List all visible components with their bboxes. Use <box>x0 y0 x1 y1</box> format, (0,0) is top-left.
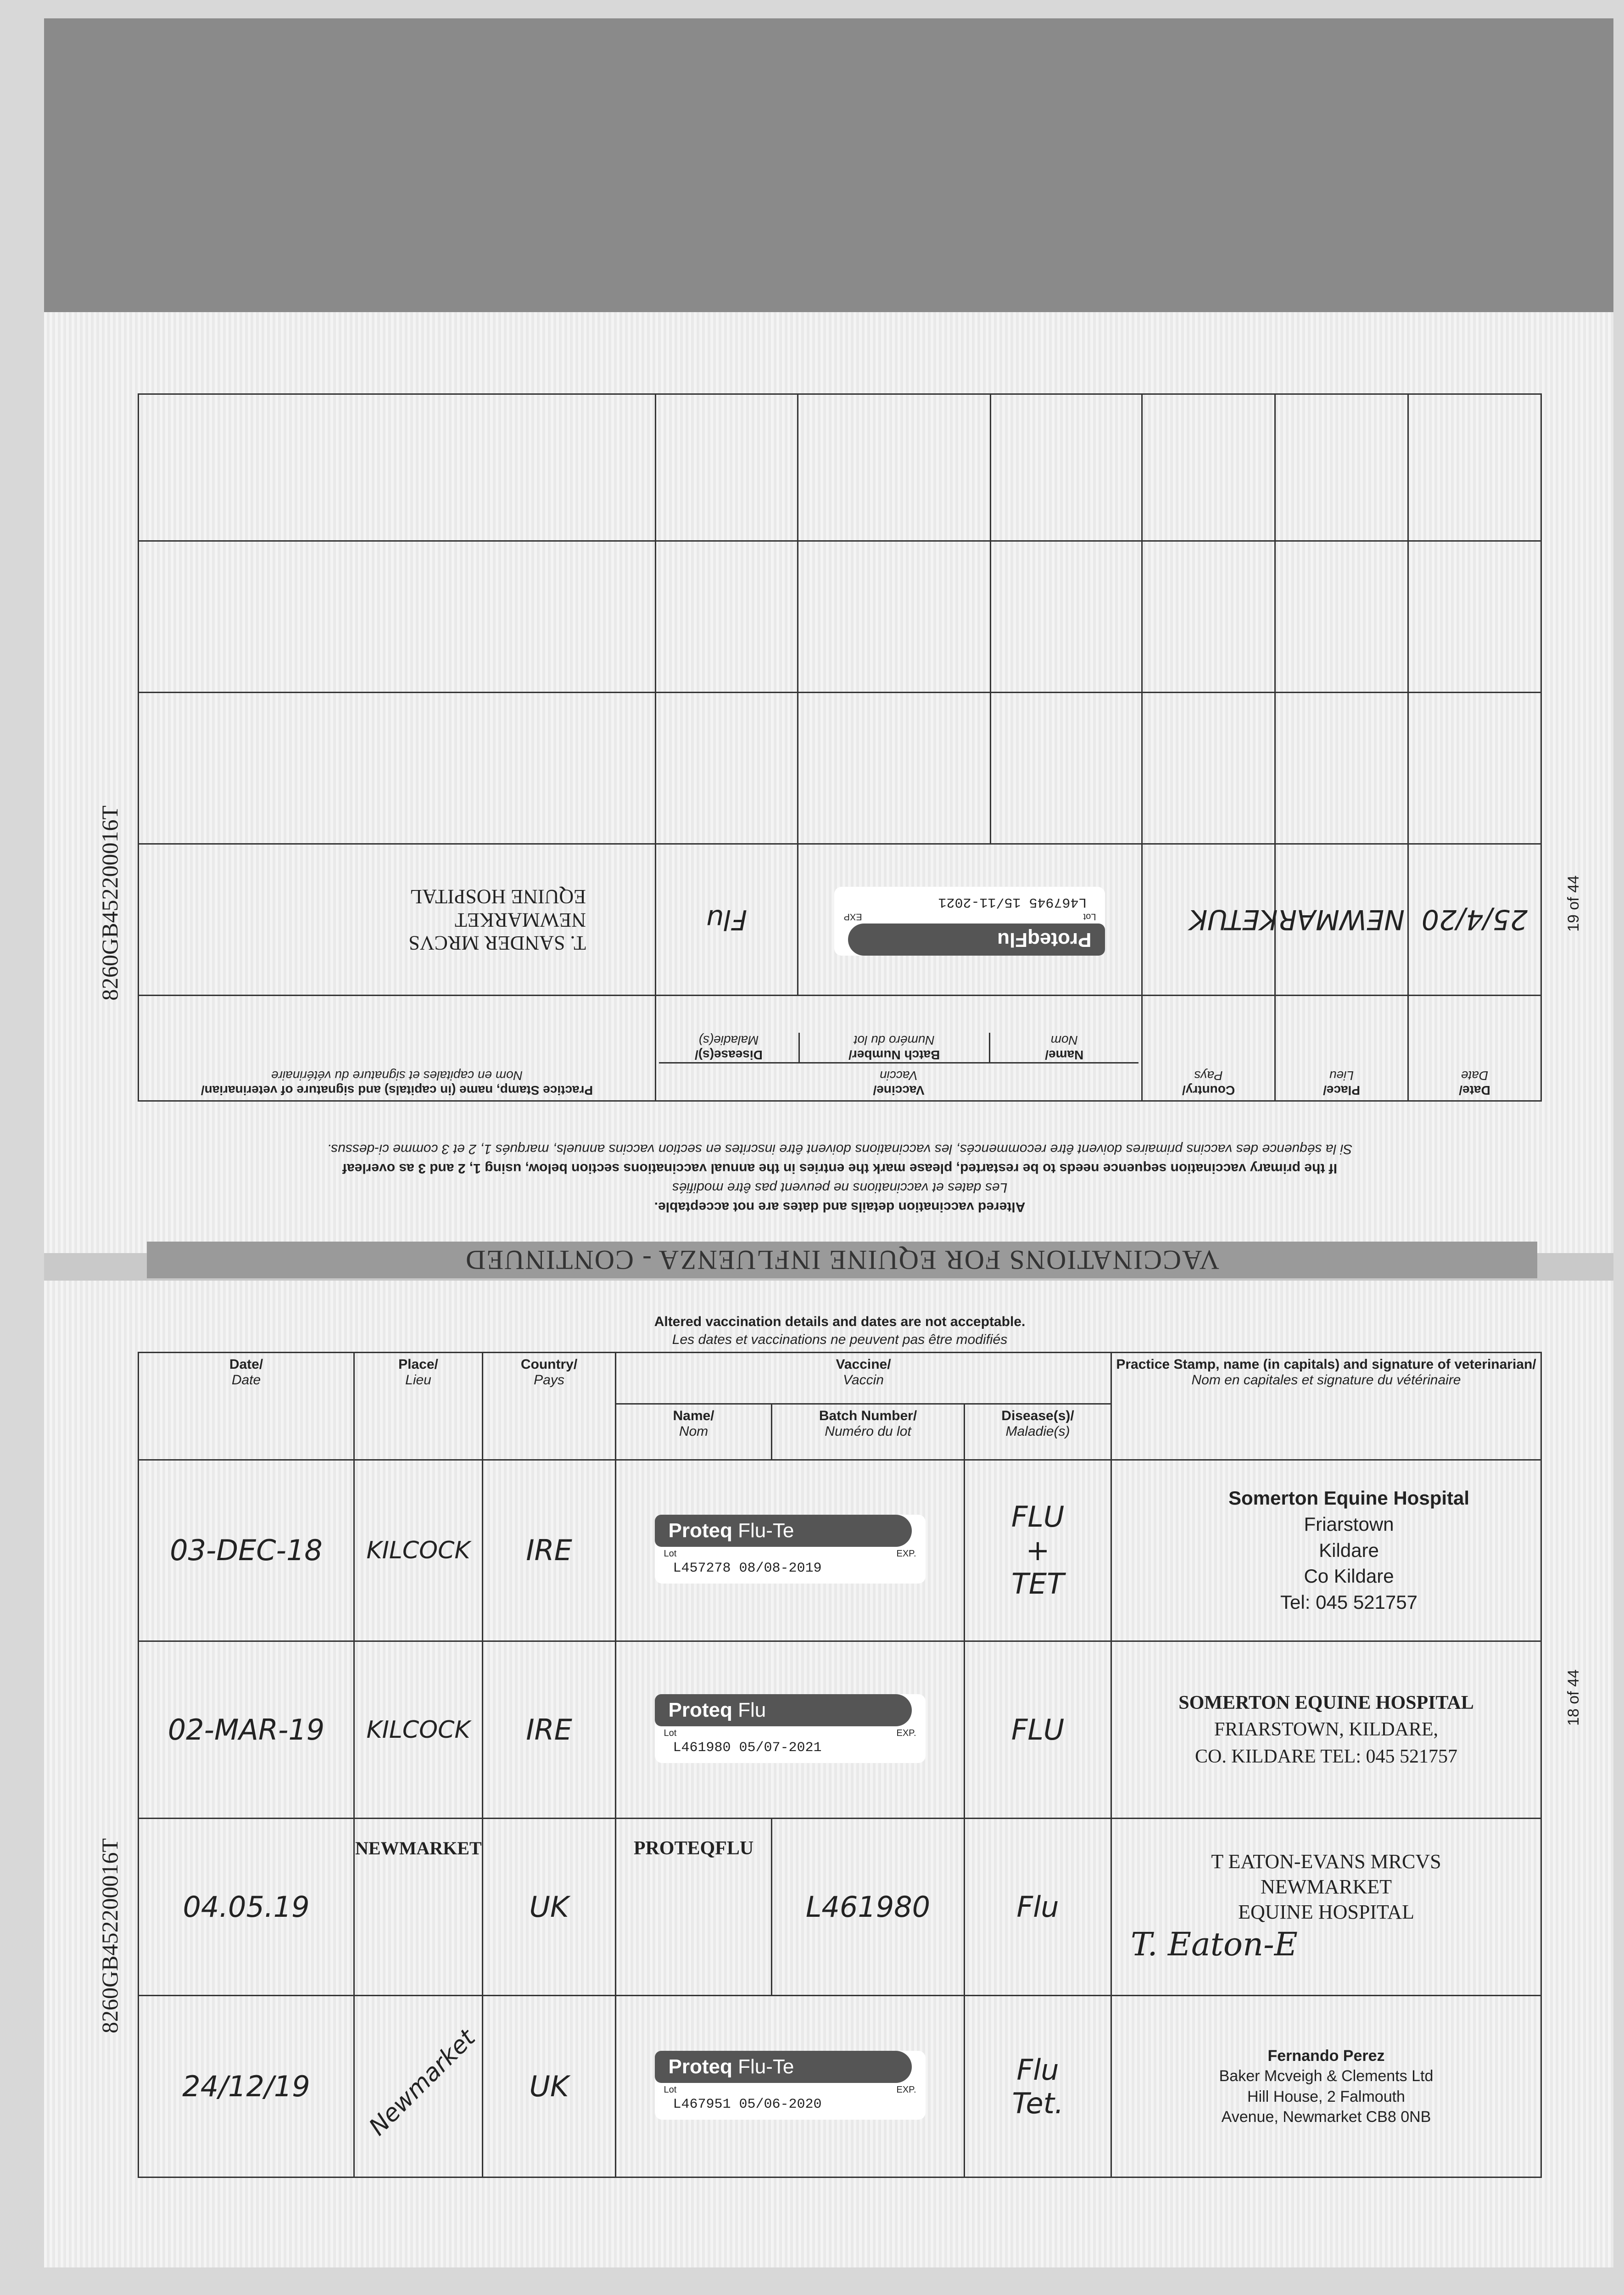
header-vaccine: Vaccine/ Vaccin Name/ Nom Batch Number/ Numéro du lot Disease(s)/ Maladie(s) <box>655 996 1142 1101</box>
header-name: Name/ Nom <box>616 1404 772 1460</box>
header-disease: Disease(s)/ Maladie(s) <box>965 1404 1111 1460</box>
table-row <box>139 844 1541 996</box>
header-stamp: Practice Stamp, name (in capitals) and signature of veterinarian/ Nom en capitales et signature du vétérinaire <box>1111 1353 1541 1460</box>
row2-place: KILCOCK <box>354 1641 483 1819</box>
row2-stamp: SOMERTON EQUINE HOSPITAL FRIARSTOWN, KILDARE, CO. KILDARE TEL: 045 521757 <box>1111 1641 1541 1819</box>
bottom-notes: Altered vaccination details and dates are not acceptable. Les dates et vaccinations ne peuvent pas être modifiés <box>654 1314 1026 1347</box>
row3-place: NEWMARKET <box>354 1819 483 1996</box>
entry-disease: Flu <box>655 844 798 996</box>
passport-id-bottom: 8260GB452200016T <box>97 1838 123 2033</box>
row4-vaccine <box>616 1996 965 2177</box>
entry-stamp: T. SANDER MRCVS NEWMARKET EQUINE HOSPITAL <box>139 844 656 996</box>
vaccine-sticker: Proteq Flu-Te Lot EXP. L467951 05/06-2020 <box>655 2051 926 2120</box>
row3-disease: Flu <box>965 1819 1111 1996</box>
row1-place: KILCOCK <box>354 1460 483 1641</box>
header-stamp: Practice Stamp, name (in capitals) and signature of veterinarian/ Nom en capitales et signature du vétérinaire <box>139 996 656 1101</box>
entry-date: 25/4/20 <box>1408 844 1541 996</box>
entry-country: UK <box>1142 844 1275 996</box>
header-date: Date/ Date <box>139 1353 354 1460</box>
row1-country: IRE <box>483 1460 616 1641</box>
row3-country: UK <box>483 1819 616 1996</box>
table-row <box>139 1996 1541 2177</box>
page-number-bottom: 18 of 44 <box>1565 1669 1582 1726</box>
row4-disease: Flu Tet. <box>965 1996 1111 2177</box>
table-row <box>139 541 1541 693</box>
row2-date: 02-MAR-19 <box>139 1641 354 1819</box>
vaccine-sticker: Proteq Flu-Te Lot EXP. L457278 08/08-2019 <box>655 1515 926 1584</box>
row4-country: UK <box>483 1996 616 2177</box>
header-country: Country/ Pays <box>1142 996 1275 1101</box>
row2-disease: FLU <box>965 1641 1111 1819</box>
page-number-top: 19 of 44 <box>1565 875 1582 932</box>
table-row <box>139 1641 1541 1819</box>
row1-vaccine <box>616 1460 965 1641</box>
top-notes: Altered vaccination details and dates are not acceptable. Les dates et vaccinations ne peuvent pas être modifiés If the primary vaccination sequence needs to be restarted, please mark the entries in the annual vaccinations section below, using 1, 2 and 3 as overleaf Si la séquence des vaccins primaires doivent être recommencés, les vaccinations doivent être inscrites en section vaccins annuels, marqués 1, 2 et 3 comme ci-dessus. <box>327 1142 1353 1215</box>
header-batch: Batch Number/ Numéro du lot <box>772 1404 965 1460</box>
row4-stamp: Fernando Perez Baker Mcveigh & Clements Ltd Hill House, 2 Falmouth Avenue, Newmarket CB8 0NB <box>1111 1996 1541 2177</box>
row3-stamp: T EATON-EVANS MRCVS NEWMARKET EQUINE HOSPITAL T. Eaton-E <box>1111 1819 1541 1996</box>
table-row <box>139 394 1541 541</box>
row1-disease: FLU + TET <box>965 1460 1111 1641</box>
row1-stamp: Somerton Equine Hospital Friarstown Kildare Co Kildare Tel: 045 521757 <box>1111 1460 1541 1641</box>
entry-vaccine-label <box>798 844 1142 996</box>
header-place: Place/ Lieu <box>1275 996 1408 1101</box>
row3-date: 04.05.19 <box>139 1819 354 1996</box>
header-date: Date/ Date <box>1408 996 1541 1101</box>
table-row <box>139 1819 1541 1996</box>
signature: T. Eaton-E <box>1131 1926 1298 1964</box>
section-banner: VACCINATIONS FOR EQUINE INFLUENZA - CONTINUED <box>147 1242 1537 1278</box>
scan-background <box>44 18 1613 312</box>
row2-vaccine <box>616 1641 965 1819</box>
row4-place: Newmarket <box>354 1996 483 2177</box>
vaccine-sticker: Proteq Flu Lot EXP. L461980 05/07-2021 <box>655 1694 926 1763</box>
header-country: Country/ Pays <box>483 1353 616 1460</box>
bottom-vaccination-table <box>138 1352 1542 2178</box>
row3-vaccine-name: PROTEQFLU <box>616 1819 772 1996</box>
top-vaccination-table <box>138 395 1542 1102</box>
table-row <box>139 1460 1541 1641</box>
row2-country: IRE <box>483 1641 616 1819</box>
entry-place: NEWMARKET <box>1275 844 1408 996</box>
table-row <box>139 693 1541 844</box>
row3-batch: L461980 <box>772 1819 965 1996</box>
passport-id-top: 8260GB452200016T <box>97 806 123 1001</box>
row4-date: 24/12/19 <box>139 1996 354 2177</box>
vaccine-sticker: ProteqFlu Lot EXP L467945 15/11-2021 <box>835 887 1105 956</box>
header-place: Place/ Lieu <box>354 1353 483 1460</box>
header-vaccine: Vaccine/ Vaccin <box>616 1353 1111 1404</box>
row1-date: 03-DEC-18 <box>139 1460 354 1641</box>
